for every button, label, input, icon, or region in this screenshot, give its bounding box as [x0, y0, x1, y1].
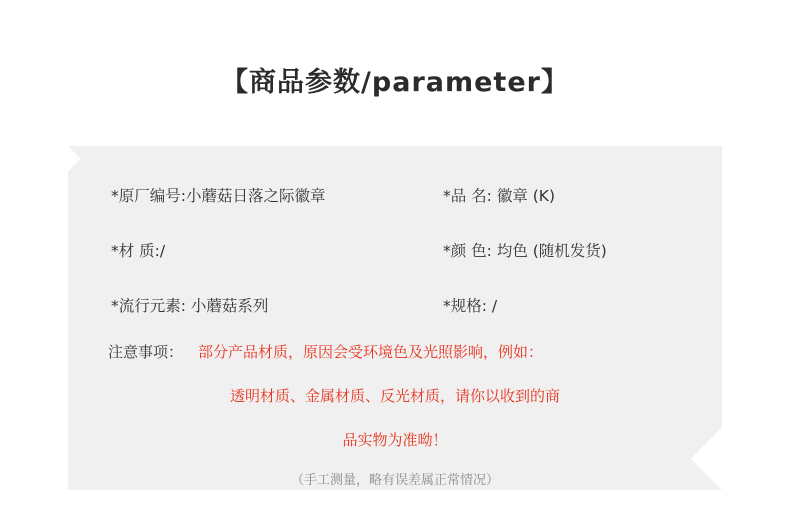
page-title: 【商品参数/parameter】	[221, 67, 569, 98]
table-row	[68, 184, 722, 210]
notice-line-1: 部分产品材质，原因会受环境色及光照影响，例如：	[198, 343, 544, 361]
parameter-panel	[68, 146, 722, 490]
notice-label: 注意事项：	[108, 343, 184, 361]
table-row	[68, 239, 722, 265]
param-color: *颜 色: 均色 (随机发货)	[443, 242, 607, 260]
param-factory-code: *原厂编号:小蘑菇日落之际徽章	[111, 187, 326, 205]
param-specification: *规格: /	[443, 297, 498, 315]
notice-line-3: 品实物为准呦！	[342, 431, 448, 449]
param-material: *材 质:/	[111, 242, 166, 260]
notice-line-2: 透明材质、金属材质、反光材质，请你以收到的商	[229, 387, 560, 405]
param-product-name: *品 名: 徽章 (K)	[443, 187, 556, 205]
measurement-footnote: （手工测量，略有误差属正常情况）	[290, 473, 499, 488]
table-row	[68, 294, 722, 320]
param-trend-element: *流行元素: 小蘑菇系列	[111, 297, 269, 315]
